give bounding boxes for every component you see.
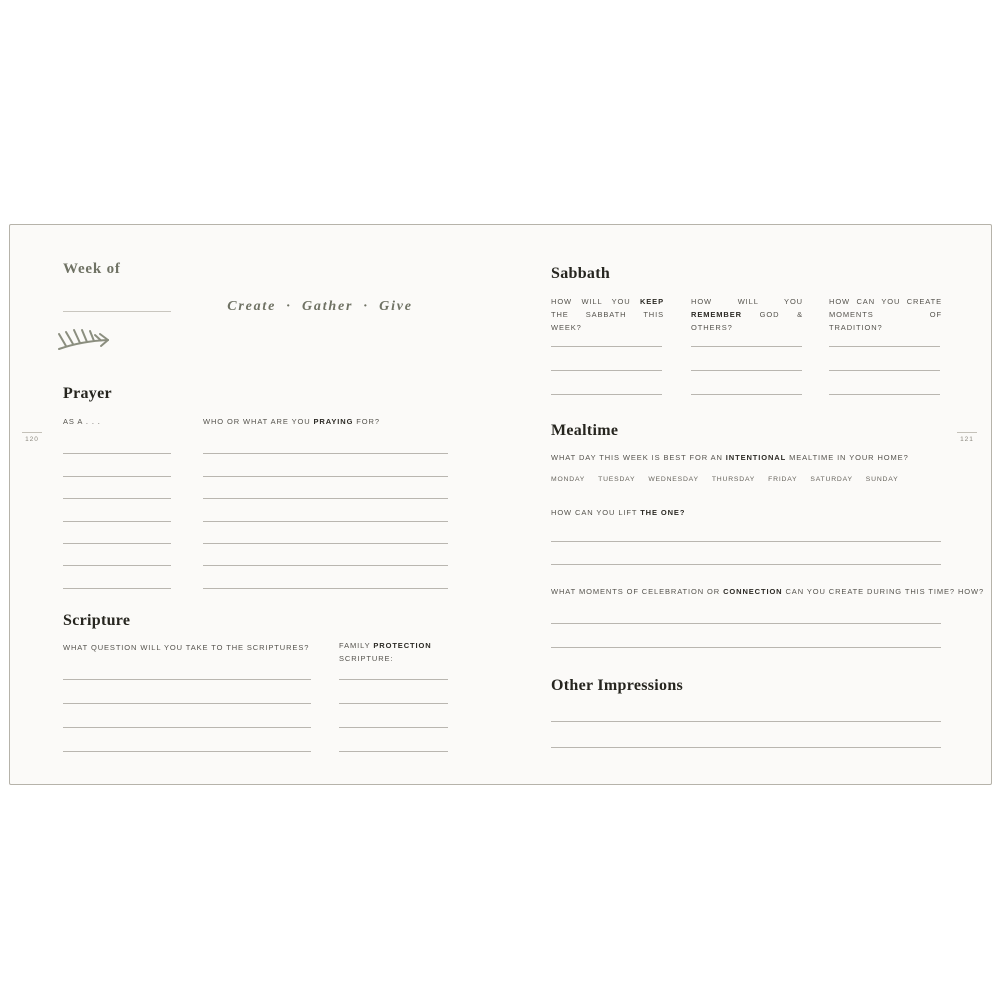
label-text: HOW WILL YOU [551,297,640,306]
blank-writing-line [63,680,311,704]
label-text: HOW CAN YOU LIFT [551,508,641,517]
blank-writing-line [551,371,662,395]
blank-writing-line [63,432,171,454]
blank-writing-line [63,522,171,544]
blank-writing-line [203,432,448,454]
scripture-question-label: WHAT QUESTION WILL YOU TAKE TO THE SCRIPTURES? [63,643,310,652]
blank-writing-line [63,704,311,728]
blank-writing-line [339,680,448,704]
blank-writing-line [551,696,941,722]
right-page-number [949,432,985,443]
praying-question-label [203,415,380,428]
blank-writing-line [339,704,448,728]
blank-writing-line [63,477,171,499]
label-text: MEALTIME IN YOUR HOME? [786,453,909,462]
blank-writing-line [63,544,171,566]
label-line: SCRIPTURE: [339,654,394,663]
blank-writing-line [829,371,940,395]
label-text: WHAT MOMENTS OF CELEBRATION OR [551,587,724,596]
mealtime-day-question-label [551,451,909,464]
page-number-text: 120 [25,436,39,443]
mealtime-section-title: Mealtime [551,422,619,439]
blank-writing-line [63,656,311,680]
other-impressions-lines [551,696,941,748]
page-number-text: 121 [960,436,974,443]
blank-writing-line [203,477,448,499]
label-bold-text: PROTECTION [373,641,432,650]
blank-writing-line [551,519,941,542]
blank-writing-line [63,454,171,476]
page-number-tick [22,432,42,433]
scripture-left-lines [63,656,311,752]
blank-writing-line [203,454,448,476]
prayer-right-lines [203,432,448,589]
page-number-tick [957,432,977,433]
blank-writing-line [63,499,171,521]
label-text: HOW CAN YOU CREATE MOMENTS OF TRADITION? [829,297,942,332]
lift-the-one-question-label [551,506,685,519]
prayer-section-title: Prayer [63,385,112,402]
sabbath-col2-lines [691,323,802,395]
label-bold-text: INTENTIONAL [725,453,787,462]
blank-writing-line [63,566,171,588]
sabbath-col1-lines [551,323,662,395]
lift-the-one-lines [551,519,941,565]
journal-spread [9,224,992,785]
blank-writing-line [829,323,940,347]
motto-create-gather-give: Create · Gather · Give [227,299,413,314]
day-option-thursday: THURSDAY [711,476,756,483]
blank-writing-line [551,600,941,624]
left-page-number [14,432,50,443]
blank-writing-line [339,728,448,752]
celebration-question-label [551,585,984,598]
label-line [339,639,451,652]
blank-writing-line [551,323,662,347]
scripture-right-lines [339,656,448,752]
blank-writing-line [203,566,448,588]
weekday-options-row [551,476,898,483]
day-option-tuesday: TUESDAY [598,476,636,483]
label-bold-text: THE ONE? [640,508,686,517]
label-text: WHAT DAY THIS WEEK IS BEST FOR AN [551,453,726,462]
as-a-label: AS A . . . [63,417,101,426]
label-text: HOW WILL YOU [691,297,803,306]
blank-writing-line [551,722,941,748]
blank-writing-line [691,371,802,395]
prayer-left-lines [63,432,171,589]
sabbath-col3-lines [829,323,940,395]
label-bold-text: PRAYING [313,417,354,426]
sabbath-section-title: Sabbath [551,265,611,282]
blank-writing-line [551,542,941,565]
blank-writing-line [551,347,662,371]
day-option-friday: FRIDAY [768,476,798,483]
blank-writing-line [551,624,941,648]
label-bold-text: KEEP [639,297,664,306]
week-of-label: Week of [63,261,121,277]
scripture-section-title: Scripture [63,612,131,629]
blank-writing-line [203,522,448,544]
other-impressions-section-title: Other Impressions [551,677,684,694]
day-option-monday: MONDAY [551,476,586,483]
day-option-sunday: SUNDAY [865,476,899,483]
label-text: GOD & OTHERS? [691,310,803,332]
blank-writing-line [63,728,311,752]
blank-writing-line [691,347,802,371]
blank-writing-line [829,347,940,371]
celebration-lines [551,600,941,648]
blank-writing-line [203,544,448,566]
label-text: WHO OR WHAT ARE YOU [203,417,314,426]
label-bold-text: CONNECTION [723,587,783,596]
day-option-wednesday: WEDNESDAY [648,476,699,483]
blank-writing-line [691,323,802,347]
laurel-branch-icon [56,320,112,354]
day-option-saturday: SATURDAY [810,476,853,483]
label-bold-text: REMEMBER [691,310,742,319]
label-text: FOR? [353,417,380,426]
label-text: CAN YOU CREATE DURING THIS TIME? HOW? [782,587,985,596]
label-text: FAMILY [339,641,374,650]
blank-writing-line [203,499,448,521]
blank-writing-line [339,656,448,680]
label-text: THE SABBATH THIS WEEK? [551,310,664,332]
